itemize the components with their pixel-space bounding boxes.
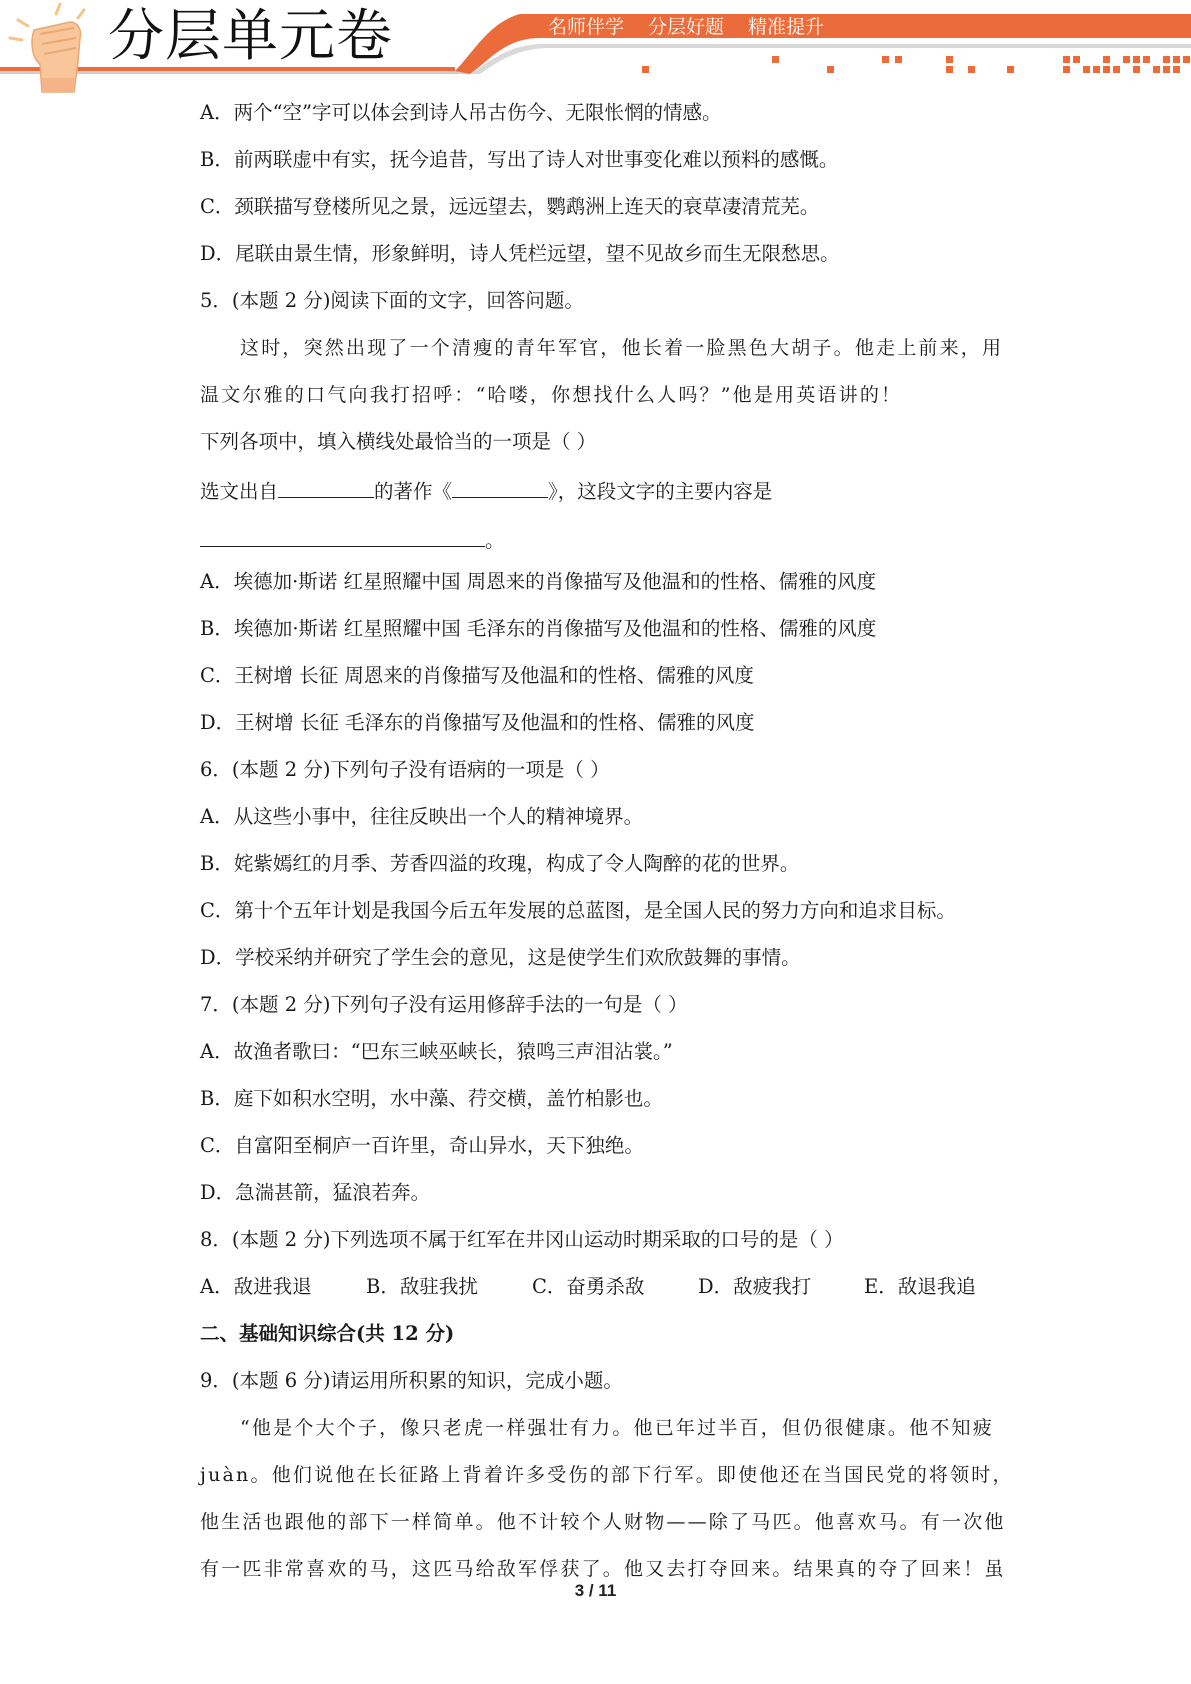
brand-title: 分层单元卷 (108, 4, 393, 69)
answer-blank (200, 524, 485, 547)
fill-text: 选文出自 (200, 480, 279, 503)
option-item: B．敌驻我扰 (366, 1275, 478, 1298)
question-stem: 6．(本题 2 分)下列句子没有语病的一项是（ ） (200, 758, 610, 781)
fist-icon (10, 4, 84, 92)
answer-blank (278, 475, 374, 498)
option-line: D．学校采纳并研究了学生会的意见，这是使学生们欢欣鼓舞的事情。 (200, 946, 801, 969)
passage-line: “他是个大个子，像只老虎一样强壮有力。他已年过半百，但仍很健康。他不知疲 (240, 1417, 994, 1439)
option-line: A．埃德加·斯诺 红星照耀中国 周恩来的肖像描写及他温和的性格、儒雅的风度 (200, 570, 877, 593)
options-row (200, 1273, 1000, 1301)
fill-text: 。 (485, 529, 505, 552)
slogan-item: 分层好题 (648, 16, 725, 38)
passage-line: 有一匹非常喜欢的马，这匹马给敌军俘获了。他又去打夺回来。结果真的夺了回来！虽 (200, 1558, 1006, 1580)
option-line: C．第十个五年计划是我国今后五年发展的总蓝图，是全国人民的努力方向和追求目标。 (200, 899, 956, 922)
option-line: D．急湍甚箭，猛浪若奔。 (200, 1181, 431, 1204)
question-prompt: 下列各项中，填入横线处最恰当的一项是（ ） (200, 430, 597, 453)
fill-in-line (200, 475, 1000, 506)
fill-text: 》，这段文字的主要内容是 (548, 480, 773, 503)
question-stem: 9．(本题 6 分)请运用所积累的知识，完成小题。 (200, 1369, 623, 1392)
header-slogan (548, 13, 824, 41)
option-line: C．王树增 长征 周恩来的肖像描写及他温和的性格、儒雅的风度 (200, 664, 754, 687)
section-heading: 二、基础知识综合(共 12 分) (200, 1322, 455, 1345)
option-line: A．故渔者歌曰：“巴东三峡巫峡长，猿鸣三声泪沾裳。” (200, 1040, 673, 1063)
option-line: B．姹紫嫣红的月季、芳香四溢的玫瑰，构成了令人陶醉的花的世界。 (200, 852, 800, 875)
page-number: 3 / 11 (574, 1581, 617, 1600)
option-line: B．前两联虚中有实，抚今追昔，写出了诗人对世事变化难以预料的感慨。 (200, 148, 839, 171)
passage-line: 他生活也跟他的部下一样简单。他不计较个人财物——除了马匹。他喜欢马。有一次他 (200, 1511, 1006, 1533)
fill-text: 的著作《 (374, 480, 453, 503)
option-line: D．尾联由景生情，形象鲜明，诗人凭栏远望，望不见故乡而生无限愁思。 (200, 242, 840, 265)
slogan-item: 名师伴学 (548, 16, 625, 38)
option-line: A．两个“空”字可以体会到诗人吊古伤今、无限怅惘的情感。 (200, 101, 722, 124)
slogan-item: 精准提升 (748, 16, 825, 38)
passage-line: juàn。他们说他在长征路上背着许多受伤的部下行军。即使他还在当国民党的将领时， (200, 1464, 1014, 1486)
passage-line: 这时，突然出现了一个清瘦的青年军官，他长着一脸黑色大胡子。他走上前来，用 (240, 337, 1004, 359)
question-stem: 8．(本题 2 分)下列选项不属于红军在井冈山运动时期采取的口号的是（ ） (200, 1228, 844, 1251)
answer-blank (452, 475, 548, 498)
option-line: A．从这些小事中，往往反映出一个人的精神境界。 (200, 805, 644, 828)
option-item: E．敌退我追 (864, 1275, 976, 1298)
option-line: C．自富阳至桐庐一百许里，奇山异水，天下独绝。 (200, 1134, 644, 1157)
option-line: C．颈联描写登楼所见之景，远远望去，鹦鹉洲上连天的衰草凄清荒芜。 (200, 195, 820, 218)
page-header (0, 0, 1191, 100)
option-item: A．敌进我退 (200, 1275, 312, 1298)
option-line: B．庭下如积水空明，水中藻、荇交横，盖竹柏影也。 (200, 1087, 663, 1110)
option-item: C．奋勇杀敌 (532, 1275, 645, 1298)
question-stem: 5．(本题 2 分)阅读下面的文字，回答问题。 (200, 289, 584, 312)
question-stem: 7．(本题 2 分)下列句子没有运用修辞手法的一句是（ ） (200, 993, 688, 1016)
option-line: B．埃德加·斯诺 红星照耀中国 毛泽东的肖像描写及他温和的性格、儒雅的风度 (200, 617, 877, 640)
option-item: D．敌疲我打 (698, 1275, 812, 1298)
fill-in-line-2 (200, 524, 1000, 555)
option-line: D．王树增 长征 毛泽东的肖像描写及他温和的性格、儒雅的风度 (200, 711, 755, 734)
passage-line: 温文尔雅的口气向我打招呼：“哈喽，你想找什么人吗？”他是用英语讲的！ (200, 384, 903, 406)
